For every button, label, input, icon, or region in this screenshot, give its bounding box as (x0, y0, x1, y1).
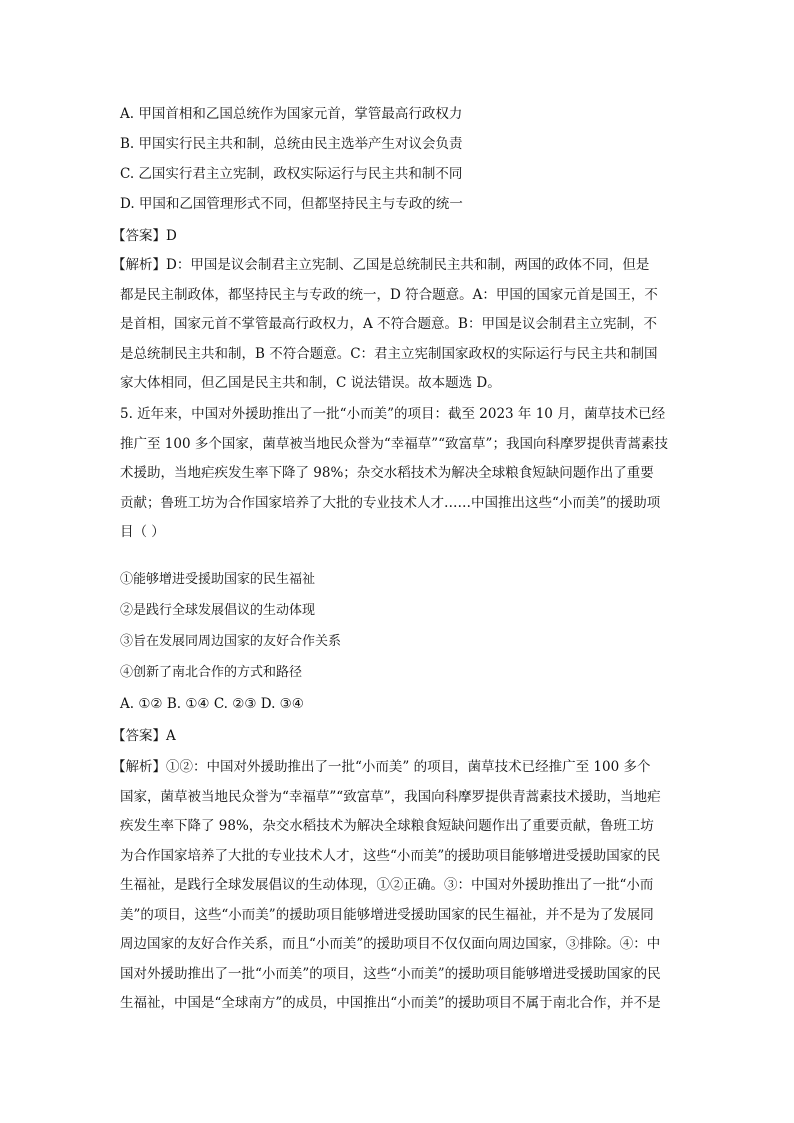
q5-analysis-line: 周边国家的友好合作关系，而且“小而美”的援助项目不仅仅面向周边国家，③排除。④：中 (120, 936, 661, 952)
q5-stem-line: 贡献；鲁班工坊为合作国家培养了大批的专业技术人才……中国推出这些“小而美”的援助项 (120, 494, 661, 511)
q5-choice-3: ③旨在发展同周边国家的友好合作关系 (120, 634, 342, 649)
q5-analysis-line: 美”的项目，这些“小而美”的援助项目能够增进受援助国家的民生福祉，并不是为了发展同 (120, 906, 654, 923)
q5-stem (120, 400, 676, 548)
q5-analysis-line: 为合作国家培养了大批的专业技术人才，这些“小而美”的援助项目能够增进受援助国家的民 (120, 847, 661, 864)
q5-stem-line: 术援助，当地疟疾发生率下降了 98%；杂交水稻技术为解决全球粮食短缺问题作出了重要 (120, 465, 654, 481)
q4-option-c: C. 乙国实行君主立宪制，政权实际运行与民主共和制不同 (120, 166, 463, 182)
q5-analysis-line: 国对外援助推出了一批“小而美”的项目，这些“小而美”的援助项目能够增进受援助国家的民 (120, 965, 661, 982)
q4-analysis-line: 是首相，国家元首不掌管最高行政权力，A 不符合题意。B：甲国是议会制君主立宪制，不 (120, 316, 657, 332)
q5-choice-2: ②是践行全球发展倡议的生动体现 (120, 603, 316, 618)
q5-stem-line: 推广至 100 多个国家，菌草被当地民众誉为“幸福草”“致富草”；我国向科摩罗提供青蒿素技 (120, 435, 668, 452)
q5-analysis-line: 国家，菌草被当地民众誉为“幸福草”“致富草”，我国向科摩罗提供青蒿素技术援助，当地疟 (120, 788, 661, 805)
q5-stem-line: 5. 近年来，中国对外援助推出了一批“小而美”的项目：截至 2023 年 10 月，菌草技术已经 (120, 406, 666, 422)
q5-analysis-line: 生福祉，是践行全球发展倡议的生动体现，①②正确。③：中国对外援助推出了一批“小而 (120, 877, 654, 893)
q4-analysis (112, 251, 668, 399)
q4-analysis-line: 都是民主制政体，都坚持民主与专政的统一，D 符合题意。A：甲国的国家元首是国王，不 (120, 286, 658, 303)
q4-option-d: D. 甲国和乙国管理形式不同，但都坚持民主与专政的统一 (120, 196, 463, 212)
q5-answer: 【答案】A (112, 728, 176, 744)
q4-analysis-line: 是总统制民主共和制，B 不符合题意。C：君主立宪制国家政权的实际运行与民主共和制国 (120, 345, 658, 362)
q5-analysis-line: 疾发生率下降了 98%，杂交水稻技术为解决全球粮食短缺问题作出了重要贡献，鲁班工坊 (120, 818, 654, 834)
q5-analysis (112, 753, 668, 1019)
q5-choice-1: ①能够增进受援助国家的民生福祉 (120, 572, 316, 587)
q4-answer: 【答案】D (112, 228, 177, 244)
q4-option-b: B. 甲国实行民主共和制，总统由民主选举产生对议会负责 (120, 136, 463, 152)
q5-stem-line: 目（ ） (120, 524, 165, 540)
q4-analysis-line: 家大体相同，但乙国是民主共和制，C 说法错误。故本题选 D。 (120, 375, 501, 391)
q4-option-a: A. 甲国首相和乙国总统作为国家元首，掌管最高行政权力 (120, 106, 463, 122)
q5-analysis-line: 生福祉，中国是“全球南方”的成员，中国推出“小而美”的援助项目不属于南北合作，并不是 (120, 995, 661, 1011)
q5-choice-4: ④创新了南北合作的方式和路径 (120, 665, 303, 680)
q5-analysis-line: 【解析】①②：中国对外援助推出了一批“小而美” 的项目，菌草技术已经推广至 100 多个 (112, 759, 651, 775)
q5-options: A. ①② B. ①④ C. ②③ D. ③④ (120, 696, 304, 712)
q4-analysis-line: 【解析】D：甲国是议会制君主立宪制、乙国是总统制民主共和制，两国的政体不同，但是 (112, 257, 650, 273)
